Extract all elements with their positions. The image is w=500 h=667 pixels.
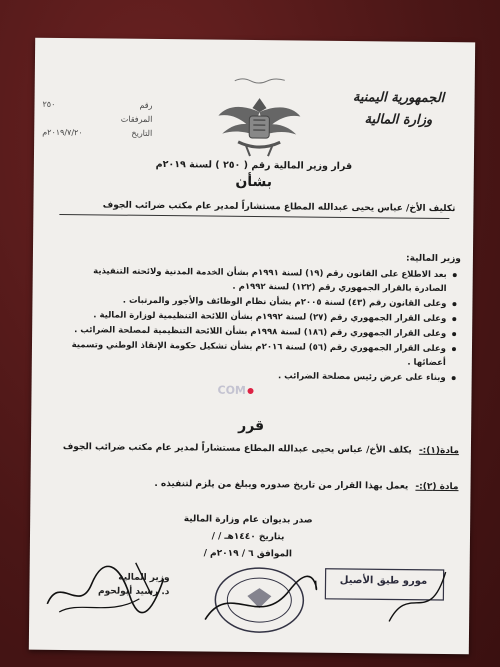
true-copy-stamp-frame	[319, 561, 450, 632]
coat-of-arms-icon	[216, 90, 303, 163]
greg-date-label: الموافق	[256, 549, 293, 560]
article-2-text: يعمل بهذا القرار من تاريخ صدوره ويبلغ من يلزم لتنفيذه .	[154, 478, 409, 492]
reference-block	[42, 98, 152, 141]
hijri-date-row	[148, 528, 348, 547]
decree-document	[29, 38, 475, 655]
decree-besha: بشأن	[235, 173, 273, 191]
article-2	[55, 478, 459, 492]
ref-attachments-label: المرفقات	[120, 114, 153, 124]
ref-number-label: رقم	[139, 100, 153, 110]
ref-number-row	[42, 98, 152, 113]
true-copy-stamp: مورو طيق الأصيل	[339, 574, 428, 587]
ref-date-value: ٢٠١٩/٧/٢٠م	[42, 127, 83, 138]
minister-title: وزير المالية:	[405, 253, 461, 265]
preamble-item: وعلى القانون رقم (٤٣) لسنة ٢٠٠٥م بشأن نظام الوظائف والأجور والمرتبات .	[60, 293, 458, 311]
article-1	[55, 440, 459, 459]
preamble-item: بعد الاطلاع على القانون رقم (١٩) لسنة ١٩٩١م بشأن الخدمة المدنية ولائحته التنفيذية الصادرة بالقرار الجمهوري رقم (١٢٢) لسنة ١٩٩٢م .	[61, 264, 459, 296]
minister-signature-name: د. رشيد أبولحوم	[97, 586, 170, 598]
ref-number-value: ٢٥٠	[42, 99, 56, 109]
preamble-list	[60, 264, 459, 386]
hijri-date-value: / / ١٤٤٠هـ	[211, 531, 256, 543]
article-2-label: مادة (٢):-	[415, 481, 459, 493]
ref-attachments-row	[42, 112, 152, 127]
republic-name: الجمهورية اليمنية	[352, 90, 445, 106]
emblem-caption	[233, 76, 287, 85]
article-1-text: يكلف الأخ/ عباس يحيى عبدالله المطاع مستشاراً لمدير عام مكتب ضرائب الجوف	[62, 442, 412, 456]
official-seal	[199, 559, 320, 640]
letterhead	[338, 87, 458, 132]
document-paper	[29, 38, 475, 655]
greg-date-value: / ٦ / ٢٠١٩م	[203, 548, 254, 560]
minister-signature-label: وزير المالية	[118, 572, 170, 584]
preamble-item: وبناء على عرض رئيس مصلحة الضرائب .	[60, 367, 458, 385]
ref-date-row	[42, 126, 152, 141]
preamble-item: وعلى القرار الجمهوري رقم (٢٧) لسنة ١٩٩٢م بشأن اللائحة التنظيمية لوزارة المالية .	[60, 308, 458, 326]
preamble-item: وعلى القرار الجمهوري رقم (٥٦) لسنة ٢٠١٦م بشأن تشكيل حكومة الإنقاذ الوطني وتسمية أعضائها .	[60, 338, 458, 370]
decree-subject: تكليف الأخ/ عباس يحيى عبدالله المطاع مستشاراً لمدير عام مكتب ضرائب الجوف	[102, 200, 456, 215]
decree-title: قرار وزير المالية رقم ( ٢٥٠ ) لسنة ٢٠١٩م	[155, 158, 353, 173]
ministry-name: وزارة المالية	[364, 112, 433, 128]
minister-signature-scribble	[39, 554, 170, 625]
site-watermark	[217, 384, 337, 405]
watermark-dot-icon	[248, 388, 254, 394]
article-1-label: مادة(١):-	[418, 445, 459, 457]
issuance-block	[148, 511, 349, 564]
watermark-text: COM	[217, 383, 246, 397]
issued-line: صدر بديوان عام وزارة المالية	[183, 514, 313, 526]
decree-qarar: قرر	[238, 417, 265, 435]
preamble-item: وعلى القرار الجمهوري رقم (١٨٦) لسنة ١٩٩٨م بشأن اللائحة التنظيمية لمصلحة الضرائب .	[60, 323, 458, 341]
subject-underline	[59, 214, 449, 219]
ref-date-label: التاريخ	[131, 128, 153, 138]
hijri-date-label: بتاريخ	[258, 532, 285, 543]
